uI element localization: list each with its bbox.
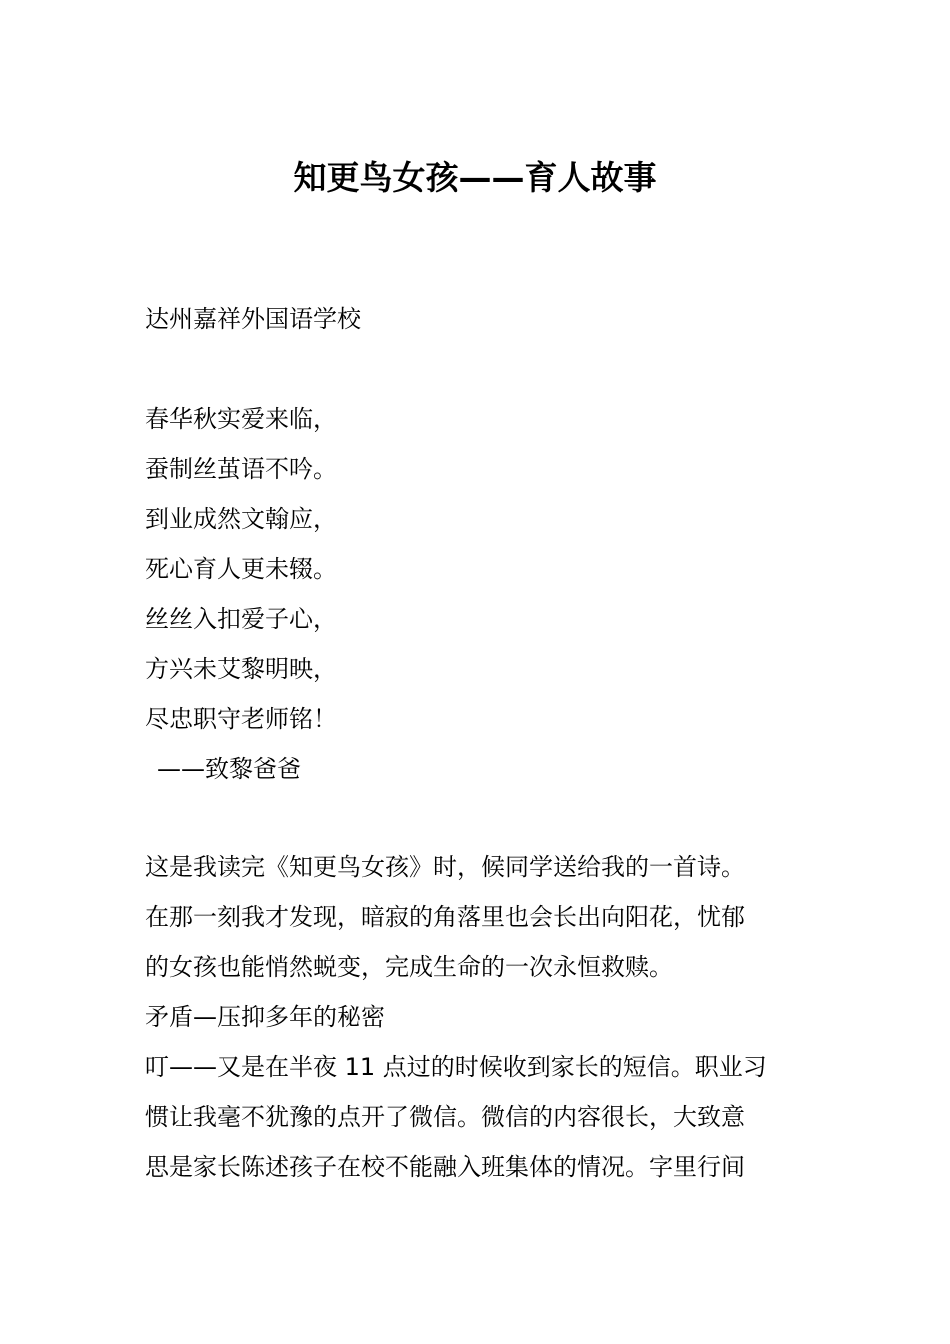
body-line: 这是我读完《知更鸟女孩》时，候同学送给我的一首诗。 [145,853,745,881]
body-line: 思是家长陈述孩子在校不能融入班集体的情况。字里行间 [145,1153,745,1181]
body-line: 叮——又是在半夜 11 点过的时候收到家长的短信。职业习 [145,1053,767,1081]
poem-line: 到业成然文翰应， [145,505,337,533]
section-heading: 矛盾—压抑多年的秘密 [145,1003,385,1031]
document-title: 知更鸟女孩——育人故事 [293,158,657,197]
poem-line: 死心育人更未辍。 [145,555,337,583]
poem-line: 尽忠职守老师铭！ [145,705,337,733]
poem [145,402,337,802]
poem-signature: ——致黎爸爸 [157,755,301,783]
body-line: 在那一刻我才发现，暗寂的角落里也会长出向阳花，忧郁 [145,903,745,931]
school-name: 达州嘉祥外国语学校 [145,305,361,333]
poem-line: 春华秋实爱来临， [145,405,337,433]
poem-line: 丝丝入扣爱子心， [145,605,337,633]
poem-line: 蚕制丝茧语不吟。 [145,455,337,483]
body-text [145,850,807,1200]
poem-line: 方兴未艾黎明映， [145,655,337,683]
body-line: 惯让我毫不犹豫的点开了微信。微信的内容很长，大致意 [145,1103,745,1131]
body-line: 的女孩也能悄然蜕变，完成生命的一次永恒救赎。 [145,953,673,981]
